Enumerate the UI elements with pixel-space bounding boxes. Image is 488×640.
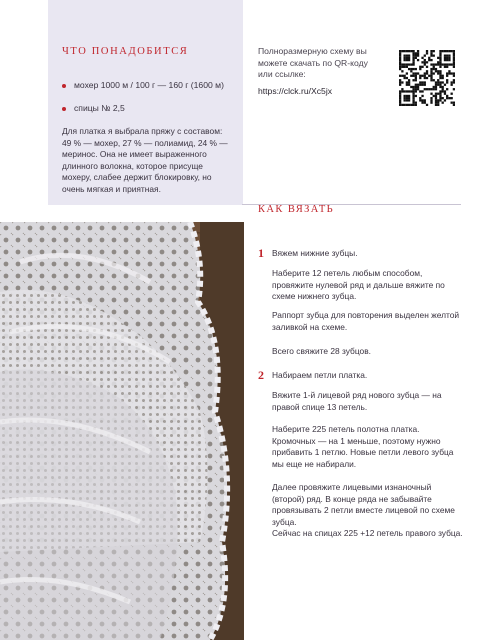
step2-paragraph: Вяжите 1-й лицевой ряд нового зубца — на правой спице 13 петель. bbox=[272, 390, 442, 412]
step-number-2: 2 bbox=[258, 368, 264, 382]
list-item bbox=[62, 80, 224, 91]
materials-description: Для платка я выбрала пряжу с составом: 49 % — мохер, 27 % — полиамид, 24 % — меринос. Она не имеет выраженного длинного волокна, которое присуще мохеру, слабее держит блокировку, но очень мягкая и приятная. bbox=[62, 126, 228, 194]
materials-item-yarn: мохер 1000 м / 100 г — 160 г (1600 м) bbox=[74, 80, 224, 90]
step2-paragraph: Набираем петли платка. bbox=[272, 370, 368, 380]
step1-paragraph: Всего свяжите 28 зубцов. bbox=[272, 346, 371, 356]
step1-paragraph: Раппорт зубца для повторения выделен желтой заливкой на схеме. bbox=[272, 310, 460, 332]
howto-title: КАК ВЯЗАТЬ bbox=[258, 204, 335, 215]
scheme-link[interactable]: https://clck.ru/Xc5jx bbox=[258, 86, 333, 96]
materials-item-needles: спицы № 2,5 bbox=[74, 103, 125, 113]
step2-paragraph: Далее провяжите лицевыми изнаночный (второй) ряд. В конце ряда не забывайте провязывать 2 петли вместе лицевой по схеме зубца. bbox=[272, 482, 455, 527]
materials-title: ЧТО ПОНАДОБИТСЯ bbox=[62, 46, 189, 57]
step2-paragraph: Сейчас на спицах 225 +12 петель правого зубца. bbox=[272, 528, 463, 538]
shawl-photo bbox=[0, 222, 244, 640]
list-item bbox=[62, 103, 224, 114]
materials-list bbox=[62, 80, 224, 126]
step1-paragraph: Вяжем нижние зубцы. bbox=[272, 248, 358, 258]
qr-caption: Полноразмерную схему вы можете скачать по QR-коду или ссылке: bbox=[258, 46, 368, 79]
bullet-icon bbox=[62, 84, 66, 88]
step-number-1: 1 bbox=[258, 246, 264, 260]
bullet-icon bbox=[62, 107, 66, 111]
step2-paragraph: Наберите 225 петель полотна платка. Кромочных — на 1 меньше, поэтому нужно прибавить 1 петлю. Новые петли левого зубца мы еще не набирали. bbox=[272, 424, 454, 469]
step1-paragraph: Наберите 12 петель любым способом, провяжите нулевой ряд и дальше вяжите по схеме нижнего зубца. bbox=[272, 268, 445, 301]
qr-code-icon[interactable] bbox=[399, 50, 455, 106]
